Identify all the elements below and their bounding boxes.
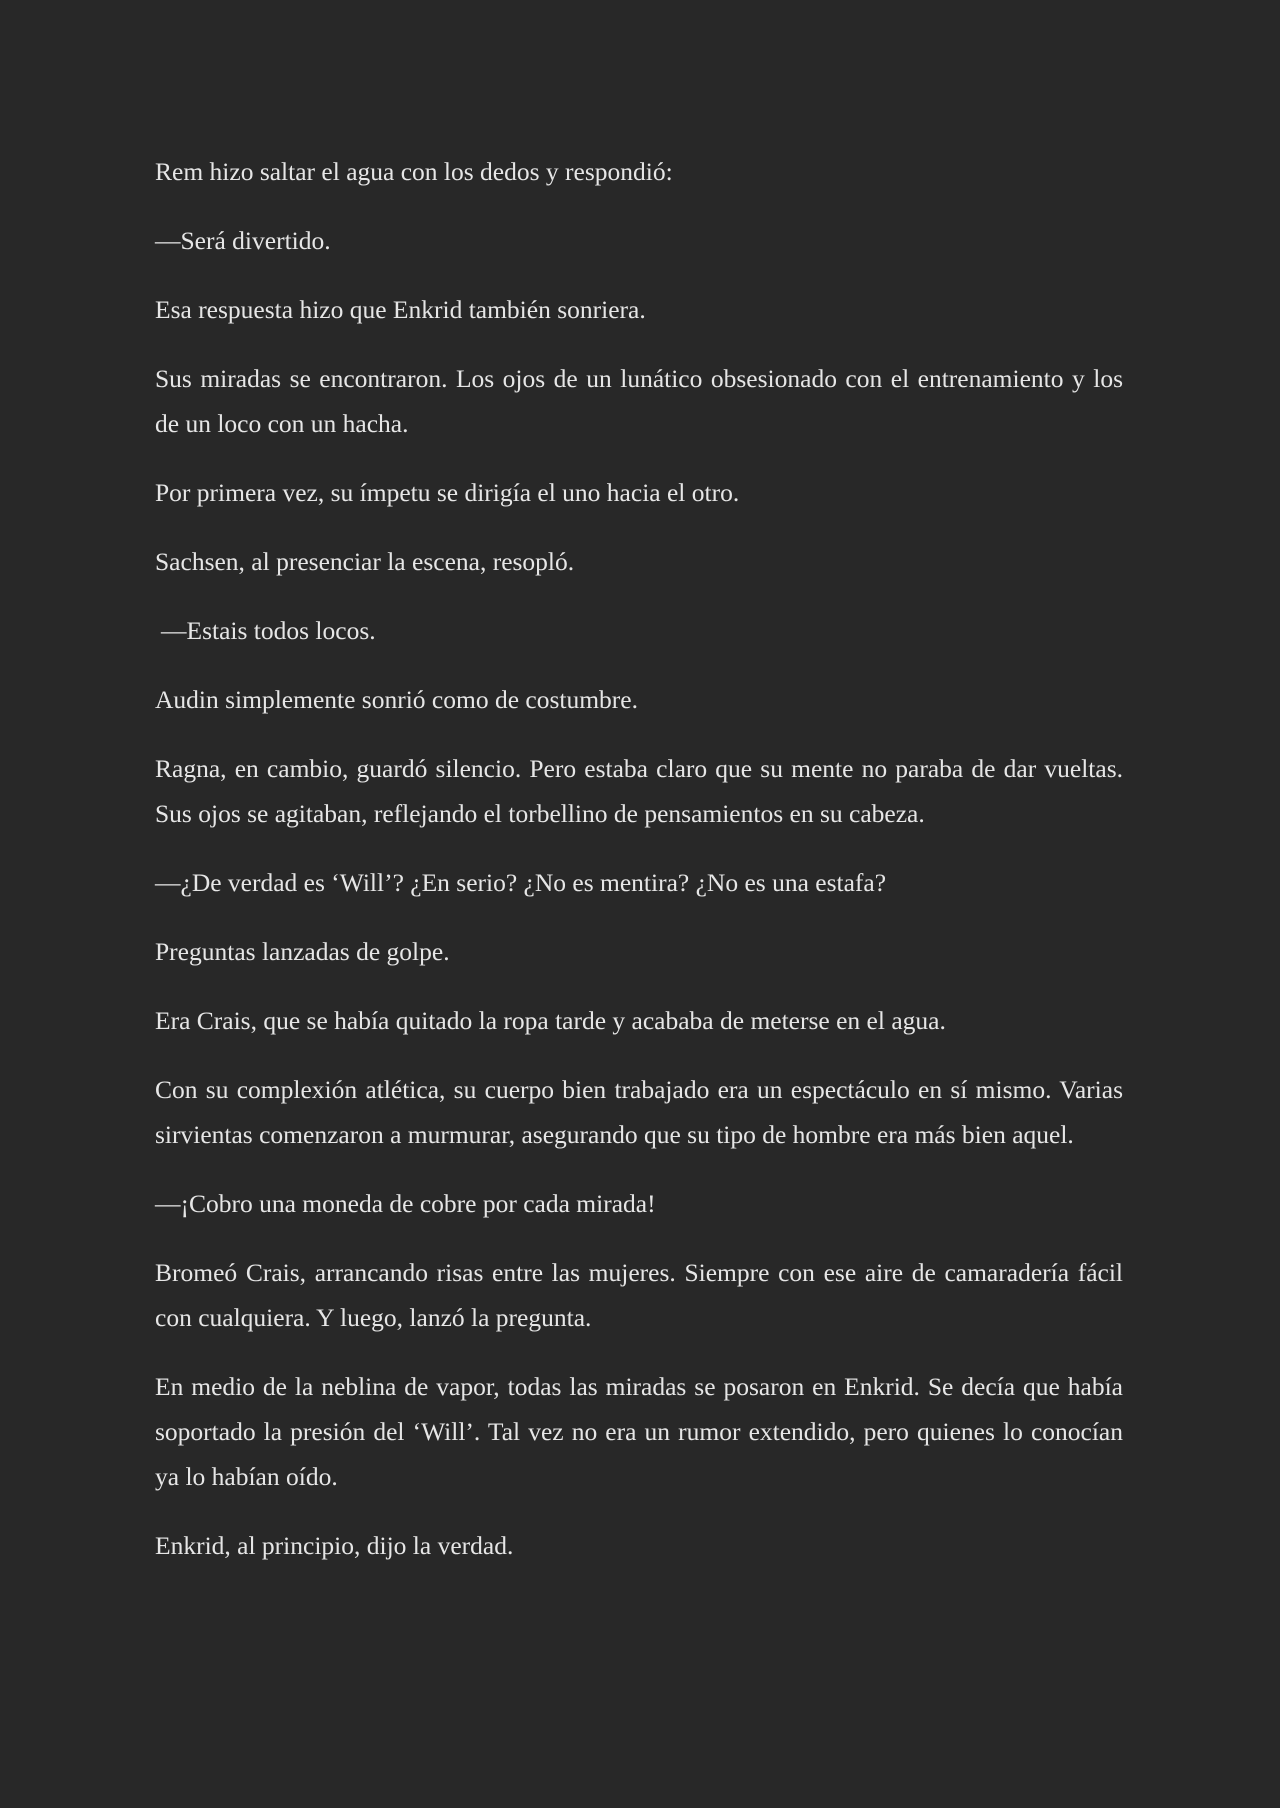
paragraph-9: Ragna, en cambio, guardó silencio. Pero estaba claro que su mente no paraba de dar vueltas. Sus ojos se agitaban, reflejando el torbellino de pensamientos en su cabeza. [155, 754, 1123, 828]
paragraph-4: Sus miradas se encontraron. Los ojos de un lunático obsesionado con el entrenamiento y los de un loco con un hacha. [155, 364, 1123, 438]
paragraph-17: Enkrid, al principio, dijo la verdad. [155, 1531, 514, 1560]
paragraph-15: Bromeó Crais, arrancando risas entre las mujeres. Siempre con ese aire de camaradería fácil con cualquiera. Y luego, lanzó la pregunta. [155, 1258, 1123, 1332]
paragraph-14: —¡Cobro una moneda de cobre por cada mirada! [155, 1189, 656, 1218]
paragraph-8: Audin simplemente sonrió como de costumbre. [155, 685, 638, 714]
reading-pane [155, 149, 1123, 1592]
paragraph-1: Rem hizo saltar el agua con los dedos y respondió: [155, 157, 673, 186]
paragraph-13: Con su complexión atlética, su cuerpo bien trabajado era un espectáculo en sí mismo. Varias sirvientas comenzaron a murmurar, asegurando que su tipo de hombre era más bien aquel. [155, 1075, 1123, 1149]
paragraph-3: Esa respuesta hizo que Enkrid también sonriera. [155, 295, 646, 324]
paragraph-2: —Será divertido. [155, 226, 331, 255]
paragraph-7: —Estais todos locos. [161, 616, 376, 645]
paragraph-11: Preguntas lanzadas de golpe. [155, 937, 450, 966]
paragraph-12: Era Crais, que se había quitado la ropa tarde y acababa de meterse en el agua. [155, 1006, 946, 1035]
paragraph-6: Sachsen, al presenciar la escena, resopló. [155, 547, 575, 576]
paragraph-10: —¿De verdad es ‘Will’? ¿En serio? ¿No es mentira? ¿No es una estafa? [155, 868, 887, 897]
paragraph-5: Por primera vez, su ímpetu se dirigía el uno hacia el otro. [155, 478, 740, 507]
paragraph-16: En medio de la neblina de vapor, todas las miradas se posaron en Enkrid. Se decía que había soportado la presión del ‘Will’. Tal vez no era un rumor extendido, pero quienes lo conocían ya lo habían oído. [155, 1372, 1123, 1491]
